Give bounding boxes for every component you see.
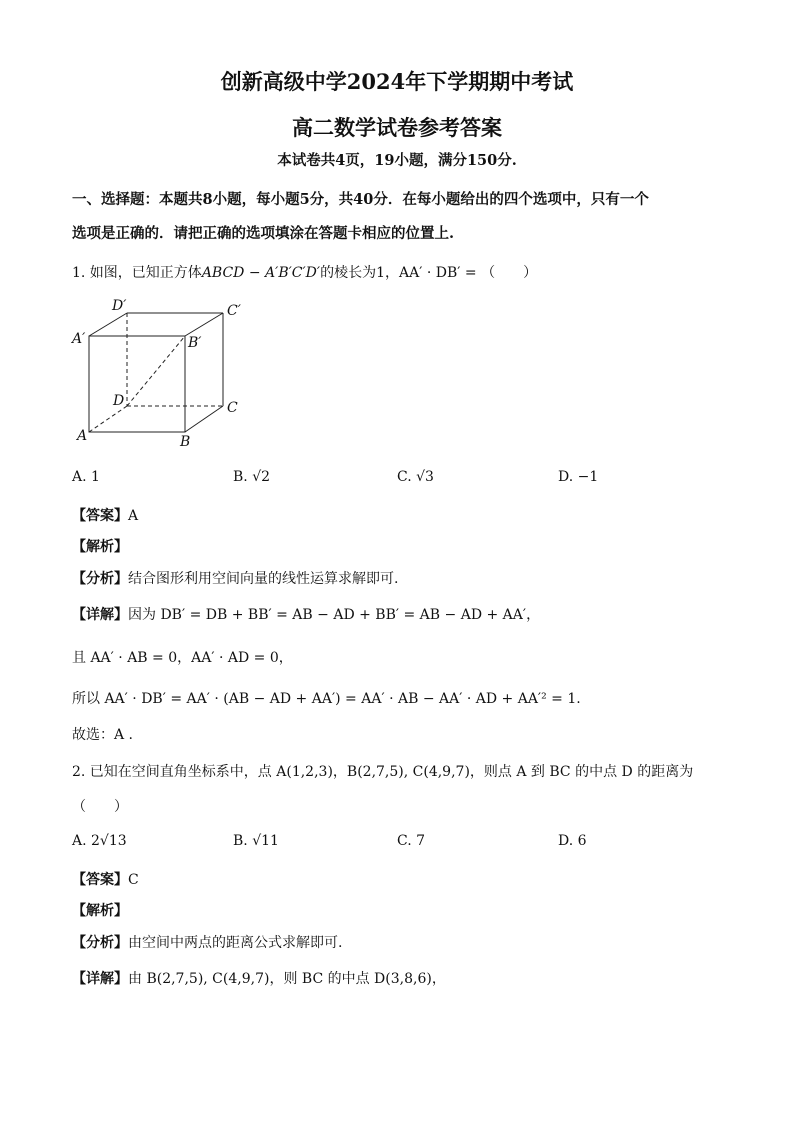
q1-stem-pre: 1. 如图，已知正方体 — [72, 265, 202, 281]
q2-option-b: B. √11 — [233, 833, 279, 849]
q1-select: 故选：A . — [72, 727, 134, 743]
section-heading-line1: 一、选择题：本题共8小题，每小题5分，共40分．在每小题给出的四个选项中，只有一个 — [72, 191, 649, 208]
q1-analysis — [72, 568, 398, 588]
q1-jiexi — [72, 536, 128, 556]
q2-analysis — [72, 932, 342, 952]
q1-option-c: C. √3 — [397, 469, 434, 485]
q2-option-d: D. 6 — [558, 833, 587, 849]
q2-option-c: C. 7 — [397, 833, 426, 849]
jiexi-label: 【解析】 — [72, 539, 128, 555]
q1-answer — [72, 505, 138, 525]
q2-analysis-text: 由空间中两点的距离公式求解即可. — [128, 935, 343, 951]
q2-answer-value: C — [128, 872, 139, 888]
q2-option-a: A. 2√13 — [72, 833, 127, 849]
q2-detail-text: 由 B(2,7,5), C(4,9,7)，则 BC 的中点 D(3,8,6)， — [128, 971, 446, 987]
q2-answer — [72, 869, 139, 889]
q1-stem — [72, 262, 537, 282]
detail-label: 【详解】 — [72, 607, 128, 623]
q2-stem-line1: 2. 已知在空间直角坐标系中，点 A(1,2,3)，B(2,7,5), C(4,9,7)，则点 A 到 BC 的中点 D 的距离为 — [72, 764, 694, 780]
q1-answer-value: A — [128, 508, 139, 524]
q1-detail-line3: 所以 AA′ · DB′ = AA′ · (AB − AD + AA′) = AA′ · AB − AA′ · AD + AA′² = 1. — [72, 691, 581, 707]
q1-stem-expr: AA′ · DB′ = （ ） — [399, 265, 538, 281]
label-C: C — [227, 400, 238, 416]
label-B-prime: B′ — [188, 335, 202, 351]
analysis-label: 【分析】 — [72, 935, 128, 951]
label-A-prime: A′ — [72, 331, 86, 347]
detail-label: 【详解】 — [72, 971, 128, 987]
answer-label: 【答案】 — [72, 508, 128, 524]
exam-subtitle: 高二数学试卷参考答案 — [292, 115, 502, 140]
answer-label: 【答案】 — [72, 872, 128, 888]
q2-jiexi — [72, 900, 128, 920]
label-D: D — [113, 393, 125, 409]
q1-cube-name: ABCD − A′B′C′D′ — [201, 265, 321, 281]
analysis-label: 【分析】 — [72, 571, 128, 587]
exam-info: 本试卷共4页，19小题，满分150分. — [277, 152, 517, 169]
label-A: A — [77, 428, 88, 444]
q2-stem-line2: （ ） — [72, 799, 128, 815]
q1-detail-line2: 且 AA′ · AB = 0，AA′ · AD = 0， — [72, 650, 293, 666]
q1-option-b: B. √2 — [233, 469, 271, 485]
q1-stem-mid: 的棱长为1， — [320, 265, 400, 281]
label-B: B — [180, 434, 191, 450]
q1-detail — [72, 604, 540, 624]
label-C-prime: C′ — [227, 303, 241, 319]
label-D-prime: D′ — [112, 298, 127, 314]
exam-title: 创新高级中学2024年下学期期中考试 — [220, 69, 574, 94]
jiexi-label: 【解析】 — [72, 903, 128, 919]
section-heading-line2: 选项是正确的．请把正确的选项填涂在答题卡相应的位置上. — [72, 225, 455, 242]
q1-analysis-text: 结合图形利用空间向量的线性运算求解即可. — [128, 571, 399, 587]
cube-figure — [70, 295, 250, 455]
q2-detail — [72, 968, 446, 988]
q1-option-a: A. 1 — [72, 469, 100, 485]
q1-detail-line1: 因为 DB′ = DB + BB′ = AB − AD + BB′ = AB − AD + AA′， — [128, 607, 541, 623]
q1-option-d: D. −1 — [558, 469, 599, 485]
